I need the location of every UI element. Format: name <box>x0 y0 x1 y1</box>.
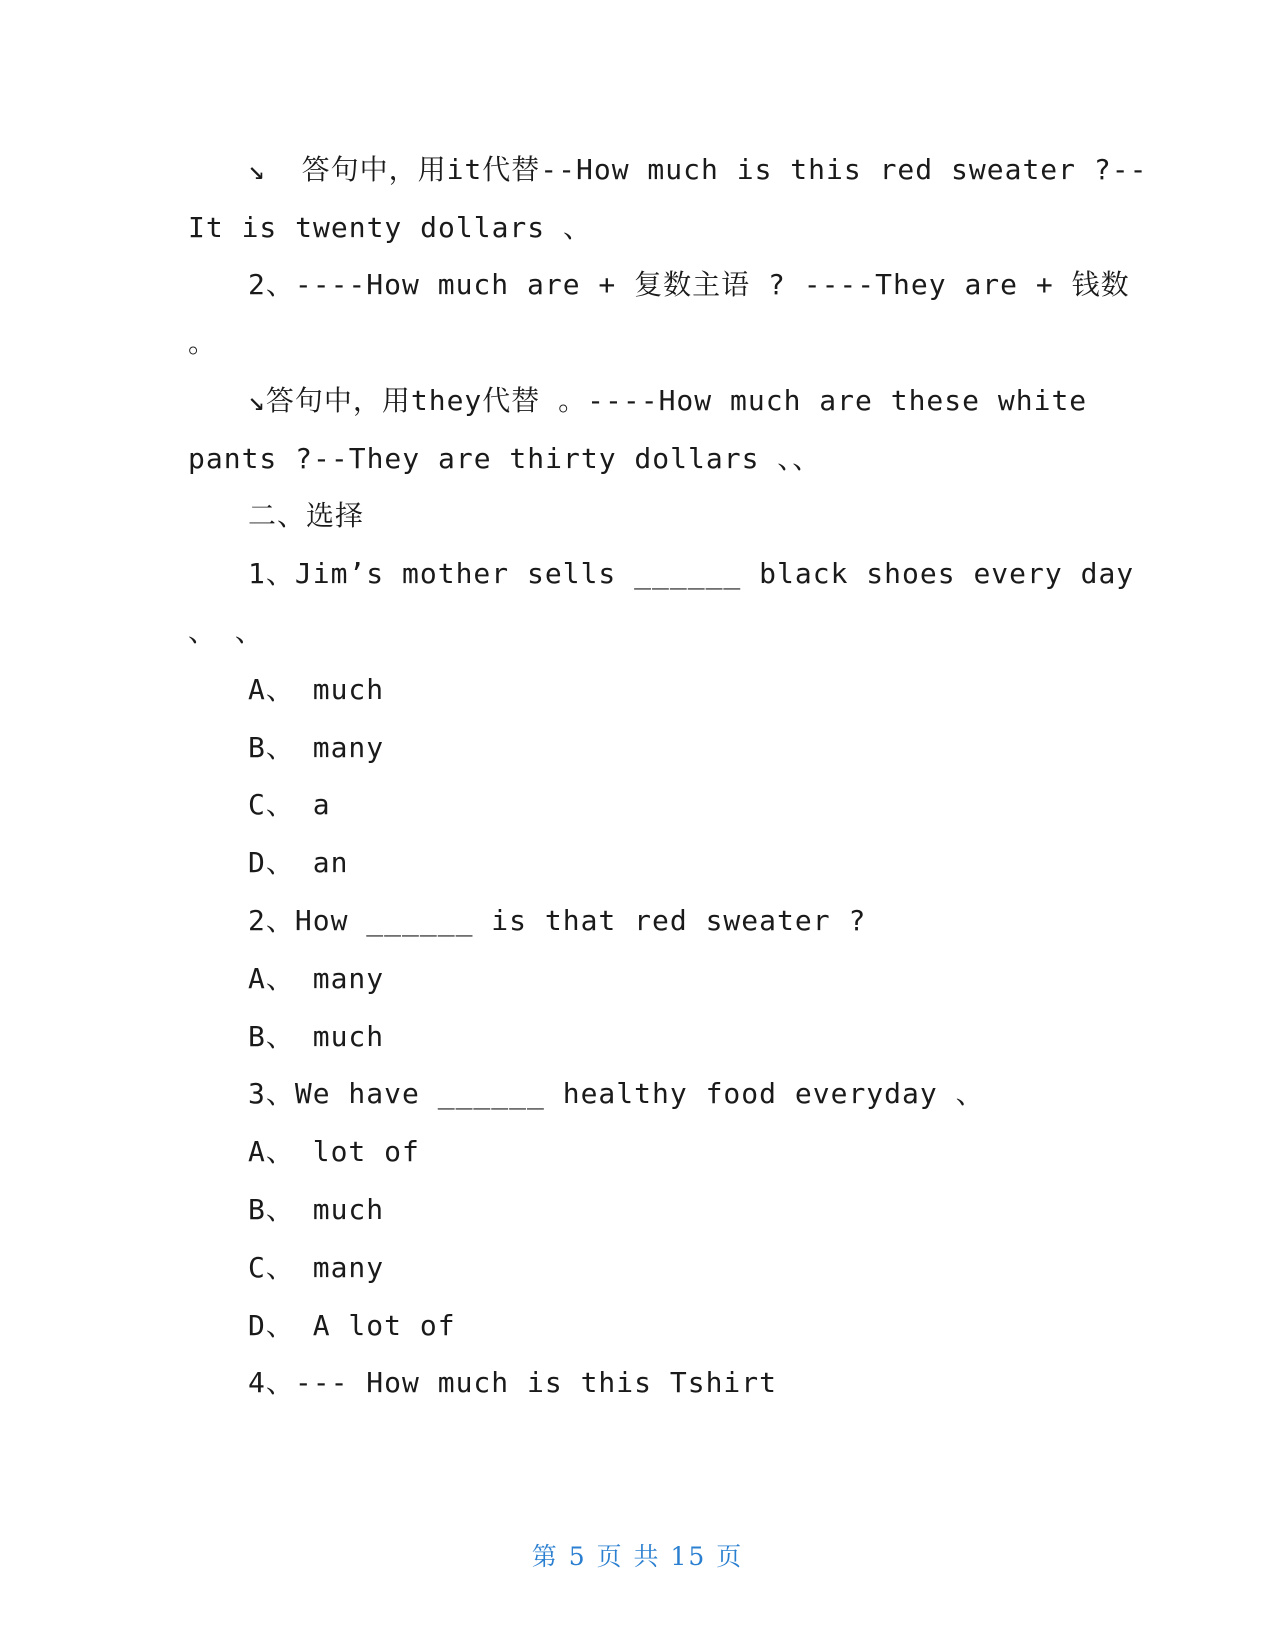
option-c: C、 many <box>248 1251 385 1284</box>
option-a: A、 lot of <box>248 1135 420 1168</box>
option-b: B、 much <box>248 1020 385 1053</box>
text-line: ↘ 答句中，用it代替--How much is this red sweater ?-- <box>248 153 1148 186</box>
page-number-footer: 第 5 页 共 15 页 <box>531 1542 744 1571</box>
text-line: 2、----How much are + 复数主语 ? ----They are + 钱数 <box>248 268 1130 301</box>
question-4: 4、--- How much is this Tshirt <box>248 1366 778 1399</box>
option-a: A、 much <box>248 673 385 706</box>
option-c: C、 a <box>248 788 331 821</box>
option-b: B、 many <box>248 731 385 764</box>
question-3: 3、We have ______ healthy food everyday 、 <box>248 1077 985 1110</box>
question-2: 2、How ______ is that red sweater ? <box>248 904 867 937</box>
text-line: It is twenty dollars 、 <box>188 211 593 244</box>
option-a: A、 many <box>248 962 385 995</box>
question-1: 1、Jim’s mother sells ______ black shoes every day <box>248 557 1135 590</box>
option-b: B、 much <box>248 1193 385 1226</box>
option-d: D、 A lot of <box>248 1309 456 1342</box>
option-d: D、 an <box>248 846 349 879</box>
text-line: 、 、 <box>188 615 264 648</box>
text-line: pants ?--They are thirty dollars 、、 <box>188 442 822 475</box>
text-line: 。 <box>188 326 218 359</box>
section-heading: 二、选择 <box>248 499 365 532</box>
text-line: ↘答句中，用they代替 。----How much are these white <box>248 384 1088 417</box>
